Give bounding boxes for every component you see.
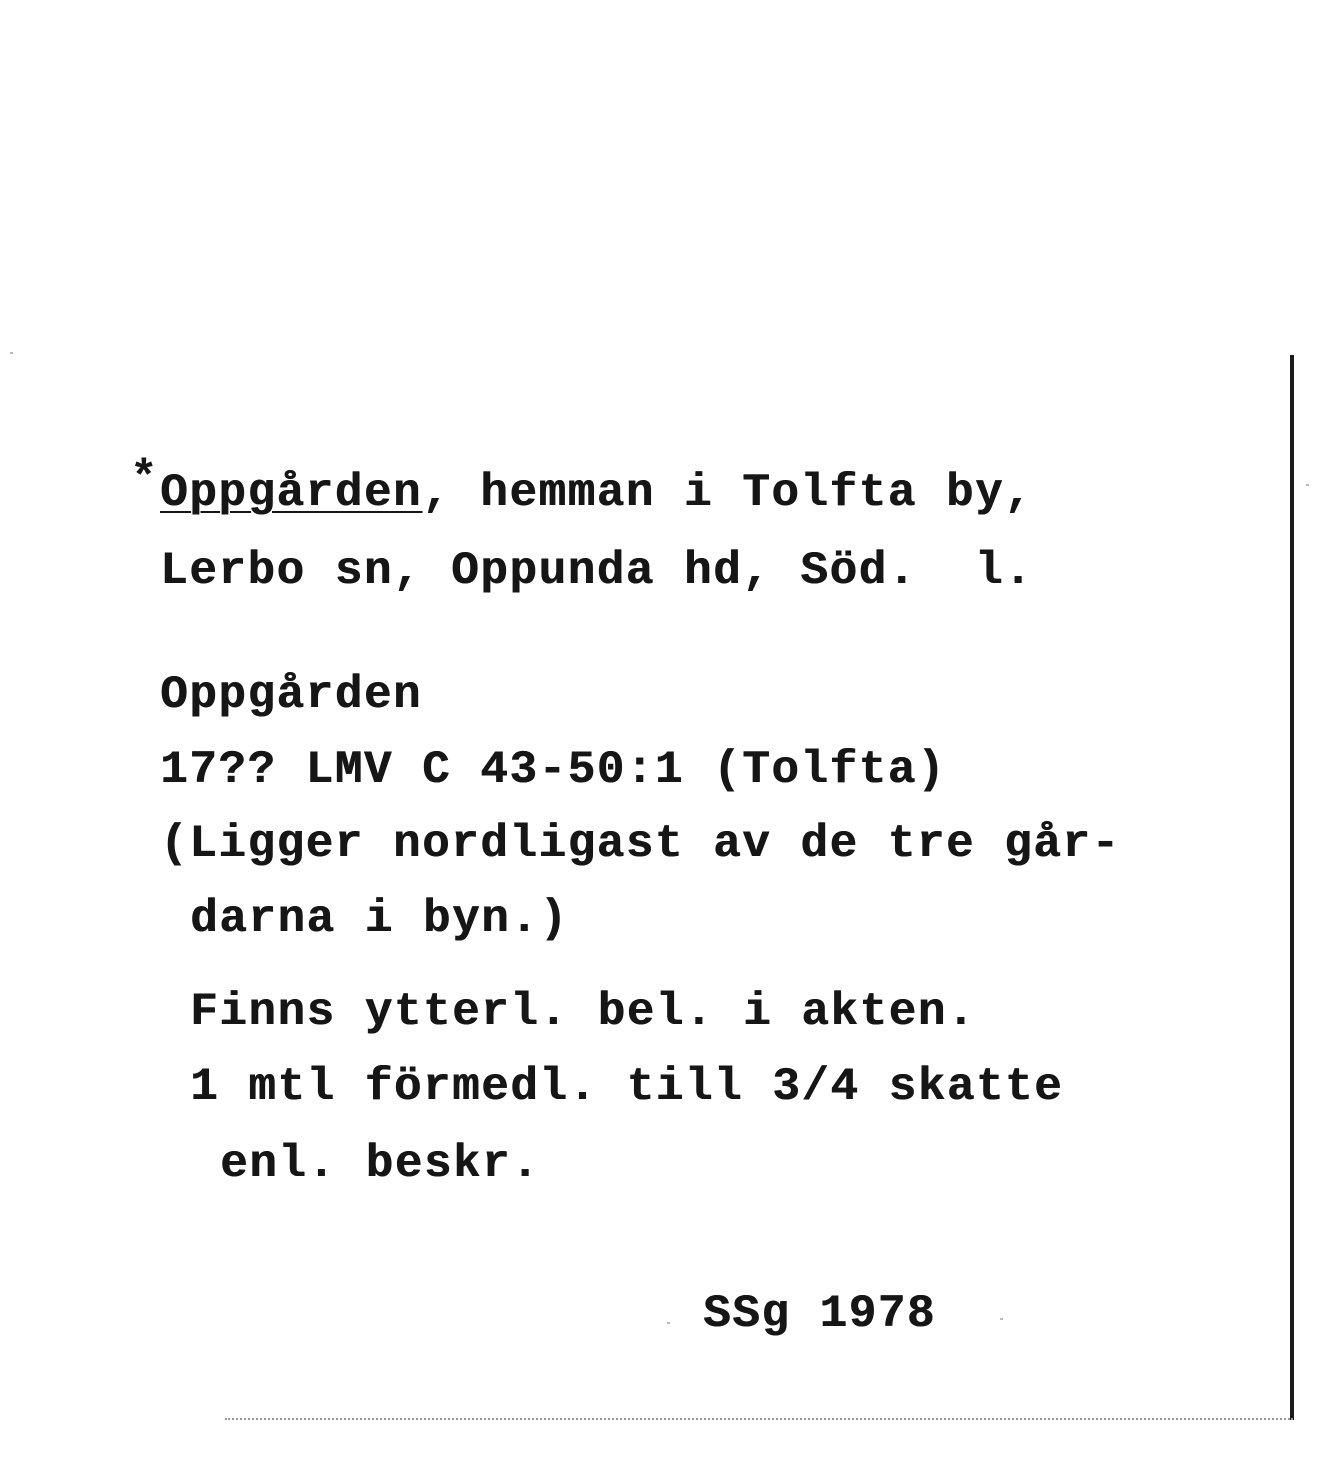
source-name-line: Oppgården [160,669,422,721]
scan-speck [1000,1318,1003,1320]
heading-line [160,466,1033,520]
location-line: Lerbo sn, Oppunda hd, Söd. l. [160,545,1034,597]
heading-description: , hemman i Tolfta by, [421,467,1034,519]
scan-speck [10,352,13,354]
scan-speck [667,1322,670,1324]
remark-line-1: Finns ytterl. bel. i akten. [190,986,976,1038]
scan-speck [1306,484,1309,486]
asterisk-mark: * [130,453,158,505]
source-reference-line: 17?? LMV C 43-50:1 (Tolfta) [160,744,946,796]
card-right-edge [1290,355,1294,1420]
card-bottom-edge [225,1418,1293,1420]
remark-line-2: 1 mtl förmedl. till 3/4 skatte [190,1061,1064,1113]
signature-line: SSg 1978 [703,1288,936,1340]
note-line-1: (Ligger nordligast av de tre går- [160,818,1121,870]
note-line-2: darna i byn.) [190,893,569,945]
remark-line-3: enl. beskr. [220,1138,541,1190]
place-name: Oppgården [160,467,422,519]
